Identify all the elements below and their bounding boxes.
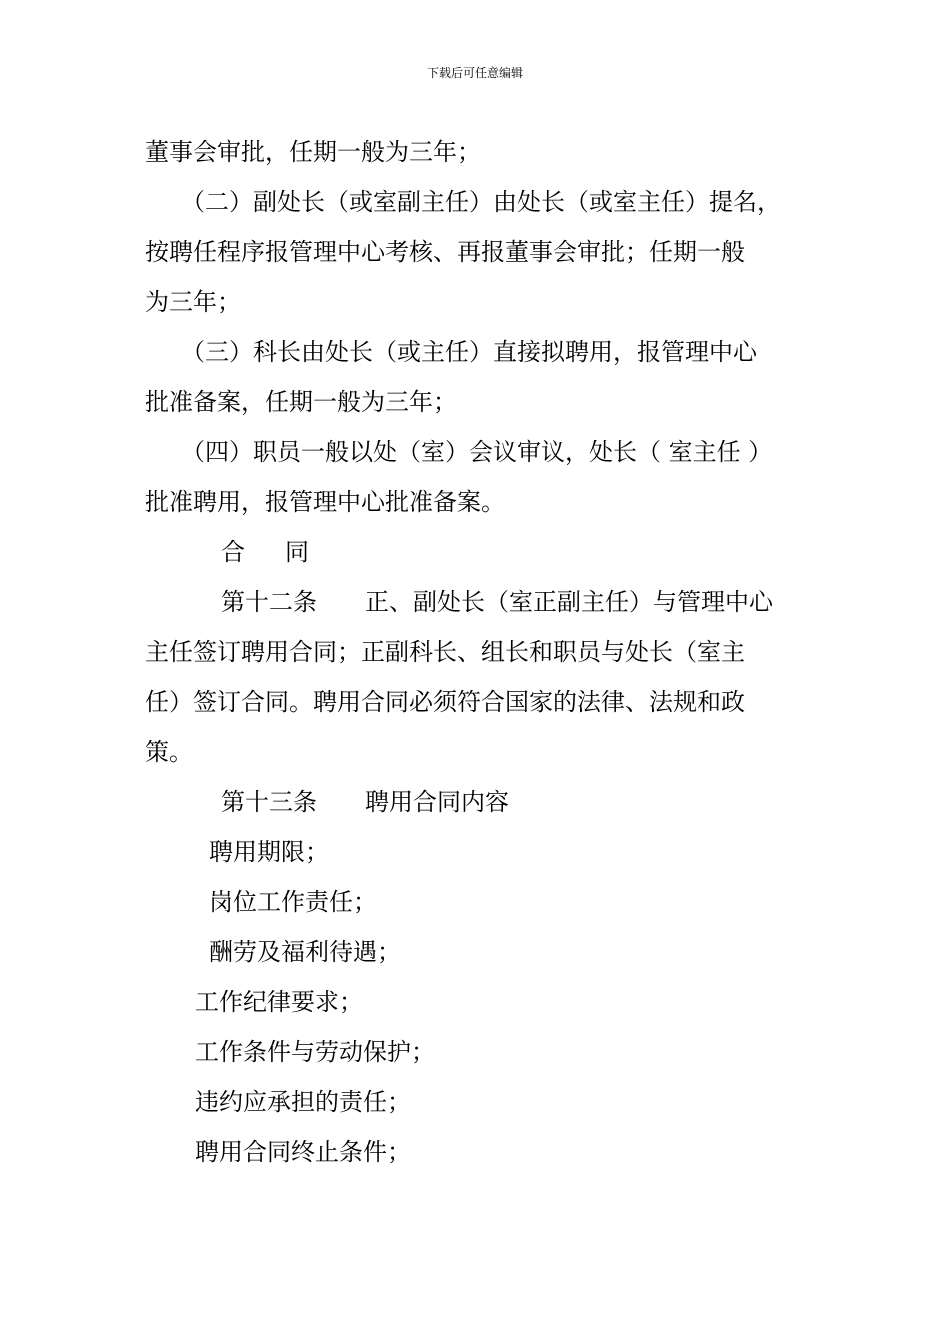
document-body — [145, 127, 825, 1177]
paragraph-line: 董事会审批，任期一般为三年； — [145, 138, 481, 166]
paragraph-line: 批准聘用，报管理中心批准备案。 — [145, 488, 505, 516]
article-13-line — [145, 777, 825, 827]
article-number: 第十二条 — [221, 588, 317, 616]
paragraph-line: 按聘任程序报管理中心考核、再报董事会审批；任期一般 — [145, 238, 745, 266]
paragraph-line: （二）副处长（或室副主任）由处长（或室主任）提名， — [181, 188, 781, 216]
paragraph-line: 任）签订合同。聘用合同必须符合国家的法律、法规和政 — [145, 688, 745, 716]
article-text: 聘用合同内容 — [365, 788, 509, 816]
list-item: 聘用期限； — [209, 838, 329, 866]
paragraph-line: （四）职员一般以处（室）会议审议，处长（ 室主任 ） — [181, 438, 773, 466]
list-item: 违约应承担的责任； — [195, 1088, 411, 1116]
paragraph-line: 主任签订聘用合同；正副科长、组长和职员与处长（室主 — [145, 638, 745, 666]
list-item: 聘用合同终止条件； — [195, 1138, 411, 1166]
article-12-line — [145, 577, 825, 627]
paragraph-line: 策。 — [145, 738, 193, 766]
article-text: 正、副处长（室正副主任）与管理中心 — [365, 588, 773, 616]
section-heading-char: 同 — [285, 538, 309, 566]
page-header: 下载后可任意编辑 — [426, 66, 523, 80]
list-item: 酬劳及福利待遇； — [209, 938, 401, 966]
list-item: 岗位工作责任； — [209, 888, 377, 916]
paragraph-line: 为三年； — [145, 288, 241, 316]
article-number: 第十三条 — [221, 788, 317, 816]
list-item: 工作条件与劳动保护； — [195, 1038, 435, 1066]
paragraph-line: （三）科长由处长（或主任）直接拟聘用，报管理中心 — [181, 338, 757, 366]
section-heading-char: 合 — [221, 538, 245, 566]
paragraph-line: 批准备案，任期一般为三年； — [145, 388, 457, 416]
list-item: 工作纪律要求； — [195, 988, 363, 1016]
section-heading — [145, 527, 825, 577]
